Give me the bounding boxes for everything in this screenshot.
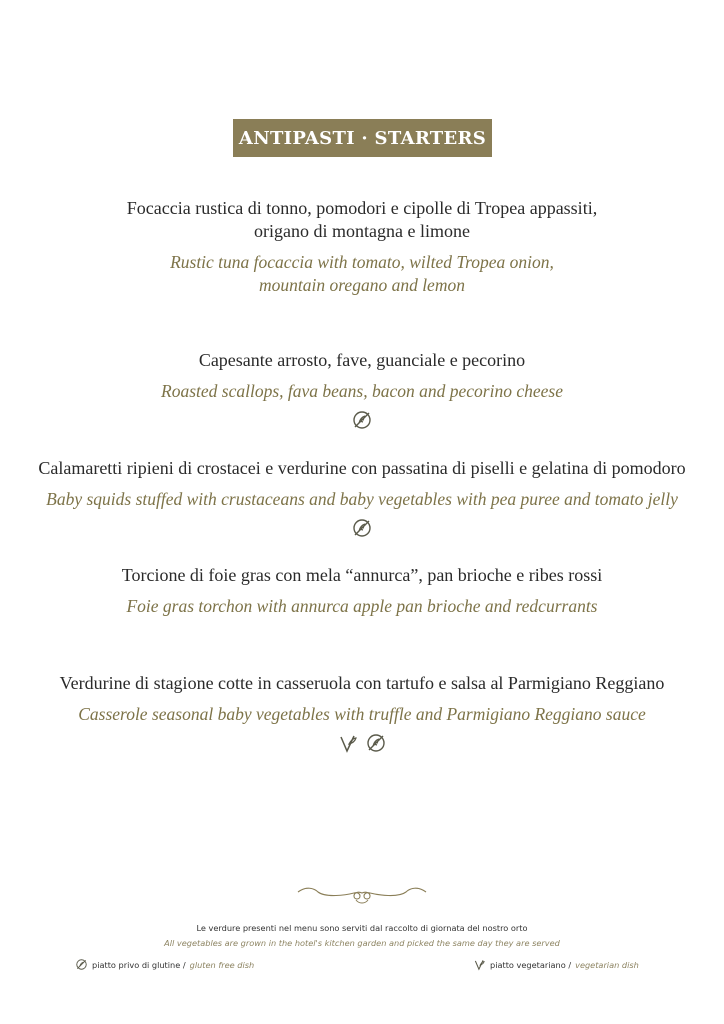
dish-item	[0, 457, 724, 539]
legend-gluten-free	[75, 958, 254, 971]
section-title: ANTIPASTI · STARTERS	[233, 119, 492, 157]
dish-name-it: Verdurine di stagione cotte in casseruola con tartufo e salsa al Parmigiano Reggiano	[59, 673, 665, 693]
vegetarian-icon	[473, 958, 486, 971]
dish-item	[0, 197, 724, 297]
footer-note-it: Le verdure presenti nel menu sono serviti dal raccolto di giornata del nostro orto	[196, 923, 528, 933]
gluten-free-icon	[351, 409, 373, 431]
legend-gf-label-en: gluten free dish	[189, 959, 255, 970]
vegetarian-icon	[337, 732, 359, 754]
gluten-free-icon	[365, 732, 387, 754]
gluten-free-icon	[75, 958, 88, 971]
dish-name-en: Baby squids stuffed with crustaceans and baby vegetables with pea puree and tomato jelly	[46, 489, 678, 509]
dish-item	[0, 349, 724, 431]
dish-item	[0, 672, 724, 754]
dish-name-it: Focaccia rustica di tonno, pomodori e cipolle di Tropea appassiti, origano di montagna e limone	[126, 198, 598, 241]
dish-name-en: Rustic tuna focaccia with tomato, wilted Tropea onion, mountain oregano and lemon	[170, 252, 554, 295]
dish-name-it: Torcione di foie gras con mela “annurca”, pan brioche e ribes rossi	[121, 565, 603, 585]
legend-vegetarian	[473, 958, 639, 971]
gluten-free-icon	[351, 517, 373, 539]
dish-name-it: Calamaretti ripieni di crostacei e verdurine con passatina di piselli e gelatina di pomodoro	[38, 458, 686, 478]
dish-name-it: Capesante arrosto, fave, guanciale e pecorino	[198, 350, 526, 370]
dish-item	[0, 564, 724, 618]
dish-name-en: Casserole seasonal baby vegetables with truffle and Parmigiano Reggiano sauce	[78, 704, 646, 724]
dish-name-en: Foie gras torchon with annurca apple pan brioche and redcurrants	[126, 596, 598, 616]
dish-name-en: Roasted scallops, fava beans, bacon and pecorino cheese	[161, 381, 563, 401]
footer-note-en: All vegetables are grown in the hotel's kitchen garden and picked the same day they are served	[164, 938, 560, 948]
ornament-divider-icon	[296, 882, 428, 906]
legend-gf-label-it: piatto privo di glutine /	[92, 959, 186, 970]
legend-veg-label-it: piatto vegetariano /	[490, 959, 572, 970]
legend-veg-label-en: vegetarian dish	[575, 959, 639, 970]
